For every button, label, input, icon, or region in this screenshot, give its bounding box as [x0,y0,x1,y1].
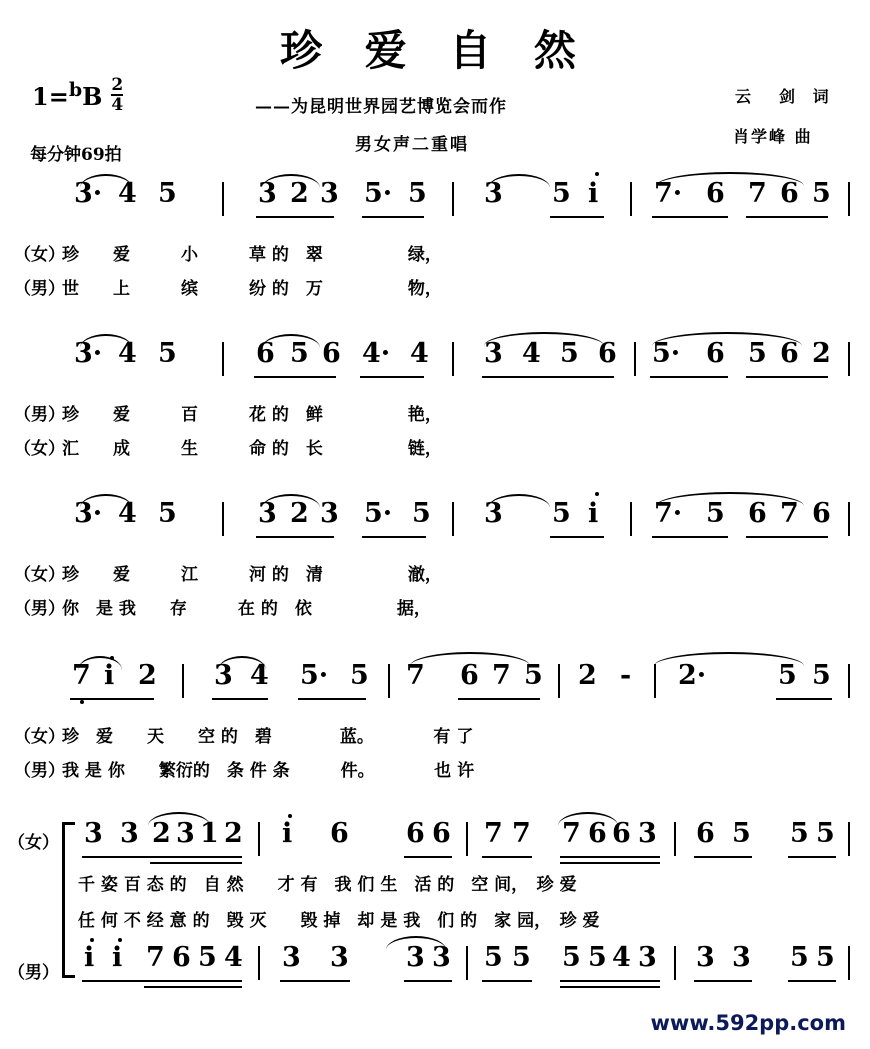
note: 5· [364,178,393,209]
note: 6 [406,818,425,849]
barline [674,946,676,980]
key-prefix: 1= [32,82,69,111]
note: 4 [118,498,137,529]
lyric-text: 珍 爱 百 花 的 鲜 艳， [62,405,442,425]
beam [362,216,424,218]
note: 3 [320,178,339,209]
note: 3 [258,498,277,529]
barline [182,664,184,698]
note: 6 [748,498,767,529]
beam [550,536,604,538]
note: 3 [638,818,657,849]
lyric-line-female [0,434,870,468]
note: 5 [350,660,369,691]
note: 3 [406,942,425,973]
note: 2 [812,338,831,369]
beam [694,856,752,858]
lyric-line-male [0,274,870,308]
beam [404,856,452,858]
note: 2 [224,818,243,849]
lyric-text: 你 是 我 存 在 的 依 据， [62,599,431,619]
beam [746,536,828,538]
octave-dot [595,172,599,176]
note: i [112,942,123,973]
barline [222,342,224,376]
part-label: （男） [14,405,65,425]
tempo-marking: 每分钟69拍 [30,145,122,165]
note: 3 [84,818,103,849]
beam [788,856,836,858]
beam [550,216,604,218]
note: 3 [638,942,657,973]
note: 4· [362,338,391,369]
note: 7· [654,498,683,529]
lyric-text: 珍 爱 天 空 的 碧 蓝。 有 了 [62,727,474,747]
lyric-text: 汇 成 生 命 的 长 链， [62,439,442,459]
note: 3 [432,942,451,973]
note-row-5-top [0,818,870,870]
flat-symbol: b [68,78,83,101]
note: 6 [706,178,725,209]
barline [452,342,454,376]
note: 2 [290,178,309,209]
barline [630,182,632,216]
note: 3 [484,498,503,529]
note: 7 [780,498,799,529]
note: 4 [224,942,243,973]
barline [466,946,468,980]
note: i [104,660,115,691]
lyric-text: 千 姿 百 态 的 自 然 才 有 我 们 生 活 的 空 间， 珍 爱 [78,875,577,895]
music-system-2 [0,338,870,468]
note: 5 [706,498,725,529]
subtitle-voicing: 男女声二重唱 [355,135,469,155]
lyric-text: 世 上 缤 纷 的 万 物， [62,279,442,299]
barline [466,822,468,856]
note: 2 [152,818,171,849]
note: 6 [706,338,725,369]
note: 5 [812,660,831,691]
note: 7 [748,178,767,209]
barline [654,664,656,698]
note: 3 [484,178,503,209]
beam [746,376,828,378]
note: 7 [406,660,425,691]
barline [258,822,260,856]
note: 3 [484,338,503,369]
beam [362,536,426,538]
barline [634,342,636,376]
part-label: （男） [14,761,65,781]
barline [848,342,850,376]
note: 5 [158,498,177,529]
part-label: （女） [14,565,65,585]
part-label: （女） [14,245,65,265]
barline [848,182,850,216]
note: 7· [654,178,683,209]
note: 7 [562,818,581,849]
note: - [620,660,632,691]
note: 5 [748,338,767,369]
beam [82,856,242,858]
lyric-text: 任 何 不 经 意 的 毁 灭 毁 掉 却 是 我 们 的 家 园， 珍 爱 [78,911,600,931]
meter-denominator: 4 [111,95,124,115]
note-row-4 [0,660,870,712]
beam [82,980,242,982]
lyric-line-female [0,722,870,756]
note: 5 [552,498,571,529]
note: 3 [120,818,139,849]
note-row-1 [0,178,870,230]
beam [746,216,828,218]
note: 5 [408,178,427,209]
note: i [84,942,95,973]
octave-dot [595,492,599,496]
note: 5 [790,942,809,973]
note: 3 [732,942,751,973]
beam [256,536,334,538]
music-system-4 [0,660,870,790]
beam [212,698,268,700]
beam [652,536,728,538]
beam [298,698,366,700]
note: 5 [412,498,431,529]
key-signature [32,75,124,115]
beam-secondary [560,986,660,988]
beam-secondary [144,986,242,988]
note: 5 [524,660,543,691]
part-label: （女） [14,439,65,459]
octave-dot [288,814,292,818]
lyric-line-male [0,400,870,434]
note: 6 [172,942,191,973]
lyric-line-male [0,756,870,790]
note: 5 [588,942,607,973]
note: 6 [780,338,799,369]
key-letter: B [82,82,103,111]
meter-numerator: 2 [111,75,124,95]
site-watermark: www.592pp.com [650,1011,846,1035]
beam [482,376,614,378]
note: 6 [696,818,715,849]
beam [560,856,660,858]
note: 3· [74,498,103,529]
note: 2 [578,660,597,691]
credit-lyricist: 云 剑 词 [735,87,835,106]
beam-secondary [150,862,242,864]
note: i [588,178,599,209]
note-row-2 [0,338,870,390]
note: 5· [300,660,329,691]
note: 5 [484,942,503,973]
octave-dot [90,938,94,942]
note: 3 [176,818,195,849]
part-label: （女） [14,727,65,747]
beam [458,698,540,700]
note: 6 [780,178,799,209]
time-signature [111,77,123,114]
barline [630,502,632,536]
beam [482,980,532,982]
note: 5 [158,338,177,369]
note: 5 [560,338,579,369]
note: 3· [74,178,103,209]
note: 5 [198,942,217,973]
beam [694,980,752,982]
note: 3 [696,942,715,973]
note: 5 [790,818,809,849]
beam-secondary [560,862,660,864]
lyric-line-verse-1 [0,870,870,904]
note: 5 [552,178,571,209]
beam [650,376,728,378]
music-system-3 [0,498,870,628]
note: 4 [118,178,137,209]
octave-dot [118,938,122,942]
barline [452,182,454,216]
note: 3 [330,942,349,973]
note: 3 [214,660,233,691]
barline [558,664,560,698]
octave-dot [110,656,114,660]
beam [254,376,336,378]
beam [482,856,532,858]
beam [256,216,334,218]
note: i [282,818,293,849]
note: 6 [812,498,831,529]
barline [388,664,390,698]
beam [360,376,424,378]
lyric-line-verse-2 [0,906,870,940]
lyric-line-female [0,240,870,274]
note: 7 [72,660,91,691]
note: 1 [200,818,219,849]
beam [70,698,154,700]
note: 6 [598,338,617,369]
note: 7 [512,818,531,849]
note: 3· [74,338,103,369]
barline [848,664,850,698]
note: 6 [460,660,479,691]
lyric-line-female [0,560,870,594]
note: 7 [492,660,511,691]
note: 7 [146,942,165,973]
part-label-male: （男） [8,963,59,983]
note: 5 [816,942,835,973]
beam [788,980,836,982]
beam [776,698,832,700]
note: 6 [432,818,451,849]
part-label: （男） [14,599,65,619]
note: 6 [330,818,349,849]
note: 7 [484,818,503,849]
part-label: （男） [14,279,65,299]
credit-composer: 肖学峰 曲 [733,127,813,146]
note: 5 [158,178,177,209]
note: 5· [652,338,681,369]
note: 2 [290,498,309,529]
note: 4 [118,338,137,369]
note: i [588,498,599,529]
note: 4 [250,660,269,691]
note: 5 [512,942,531,973]
note: 4 [410,338,429,369]
note: 5 [812,178,831,209]
note: 5 [816,818,835,849]
barline [848,502,850,536]
note: 6 [588,818,607,849]
subtitle-dedication: ——为昆明世界园艺博览会而作 [255,97,507,117]
lyric-line-male [0,594,870,628]
note: 2· [678,660,707,691]
beam [404,980,452,982]
note: 3 [320,498,339,529]
note-row-3 [0,498,870,550]
note: 5 [290,338,309,369]
part-label-female: （女） [8,833,59,853]
note: 6 [612,818,631,849]
lyric-text: 我 是 你 繁衍的 条 件 条 件。 也 许 [62,761,475,781]
note: 2 [138,660,157,691]
barline [452,502,454,536]
barline [848,822,850,856]
note: 3 [282,942,301,973]
octave-dot [80,700,84,704]
note: 4 [612,942,631,973]
note: 6 [322,338,341,369]
note: 6 [256,338,275,369]
lyric-text: 珍 爱 小 草 的 翠 绿， [62,245,442,265]
barline [222,182,224,216]
barline [848,946,850,980]
note: 4 [522,338,541,369]
note: 5 [778,660,797,691]
barline [674,822,676,856]
note: 5 [732,818,751,849]
beam [280,980,350,982]
note: 5· [364,498,393,529]
barline [222,502,224,536]
lyric-text: 珍 爱 江 河 的 清 澈， [62,565,442,585]
music-system-1 [0,178,870,308]
note-row-5-bottom [0,942,870,994]
beam [560,980,660,982]
note: 5 [562,942,581,973]
page-title: 珍 爱 自 然 [280,26,590,75]
beam [652,216,728,218]
note: 3 [258,178,277,209]
barline [258,946,260,980]
